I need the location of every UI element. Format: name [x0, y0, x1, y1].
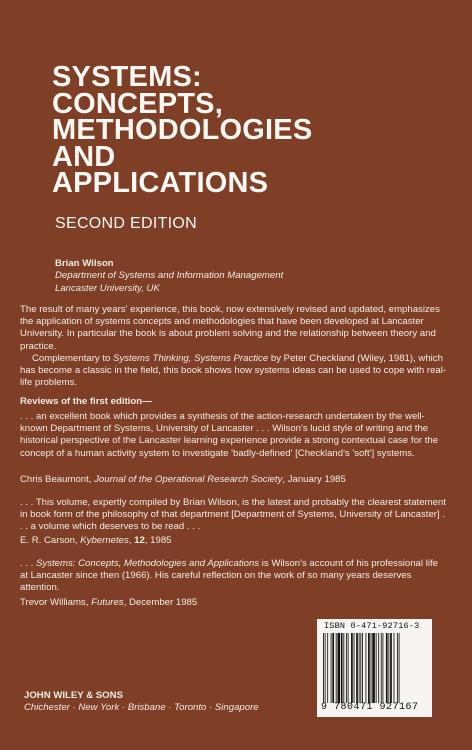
review-date: , December 1985	[123, 597, 198, 608]
title-line: APPLICATIONS	[52, 167, 269, 199]
review-volume: 12	[134, 535, 145, 546]
title-line: CONCEPTS,	[52, 87, 223, 120]
review-source: Kybernetes	[80, 535, 129, 546]
publisher-cities: Chichester · New York · Brisbane · Toronto · Singapore	[24, 702, 259, 714]
text-segment: is Wilson's account of his professional life at Lancaster since then (1966). His careful reflection on the work of so many years deserves attention.	[20, 558, 438, 594]
publisher-block	[24, 690, 259, 714]
author-name: Brian Wilson	[55, 258, 114, 269]
description-paragraph: The result of many years' experience, this book, now extensively revised and updated, emphasizes the application of systems concepts and methodologies that have been developed at Lancaster University. In particular the book is about problem solving and the relationship between theory and practice.	[20, 304, 440, 352]
review-author: Trevor Williams,	[20, 597, 89, 608]
book-reference-title: Systems Thinking, Systems Practice	[113, 352, 269, 364]
isbn-label: ISBN 0-471-92716-3	[324, 621, 420, 631]
publisher-name: JOHN WILEY & SONS	[24, 690, 123, 701]
review-author: E. R. Carson,	[20, 535, 78, 546]
review-citation	[20, 474, 346, 485]
title-line: SYSTEMS:	[52, 61, 202, 93]
text-segment: by Peter Checkland (Wiley, 1981), which has become a classic in the field, this book shows how systems ideas can be used to cope with real-life problems.	[20, 352, 447, 389]
barcode-number: 9 780471 927167	[321, 702, 419, 713]
review-date: , January 1985	[282, 474, 346, 485]
review-quote	[20, 558, 448, 595]
review-text: . . . an excellent book which provides a synthesis of the action-research undertaken by the well-known Department of Systems, University of Lancaster . . . Wilson's lucid style of writing and the historical perspective of the Lancaster learning experience provide a strong contextual case for the concept of a human activity system to investigate 'badly-defined' [Checkland's 'soft'] systems.	[20, 411, 439, 459]
review-text	[20, 558, 448, 595]
book-title	[52, 61, 382, 199]
barcode-image	[323, 633, 427, 703]
title-line: AND	[52, 140, 116, 173]
review-quote	[20, 497, 448, 534]
title-line: METHODOLOGIES	[52, 114, 313, 146]
description	[20, 304, 448, 389]
review-quote	[20, 411, 448, 460]
edition-label: SECOND EDITION	[55, 215, 197, 232]
text-segment: Complementary to	[32, 352, 114, 364]
isbn-barcode-panel	[317, 619, 432, 717]
book-reference-title: Systems: Concepts, Methodologies and Applications	[36, 558, 260, 569]
description-paragraph	[20, 353, 448, 390]
review-citation	[20, 597, 197, 608]
reviews-heading: Reviews of the first edition—	[20, 396, 152, 407]
review-author: Chris Beaumont,	[20, 474, 92, 485]
review-source: Futures	[91, 597, 124, 608]
author-block	[55, 258, 283, 295]
author-university: Lancaster University, UK	[55, 282, 160, 294]
review-source: Journal of the Operational Research Society	[94, 474, 283, 485]
review-text: . . . This volume, expertly compiled by Brian Wilson, is the latest and probably the clearest statement in book form of the philosophy of that department [Department of Systems, University of Lancaster] . . . a volume which deserves to be read . . .	[20, 497, 446, 533]
review-citation: E. R. Carson, Kybernetes, 12, 1985	[20, 535, 172, 546]
review-date: , 1985	[144, 535, 172, 546]
author-department: Department of Systems and Information Management	[55, 270, 284, 282]
text-segment: . . .	[20, 558, 36, 569]
